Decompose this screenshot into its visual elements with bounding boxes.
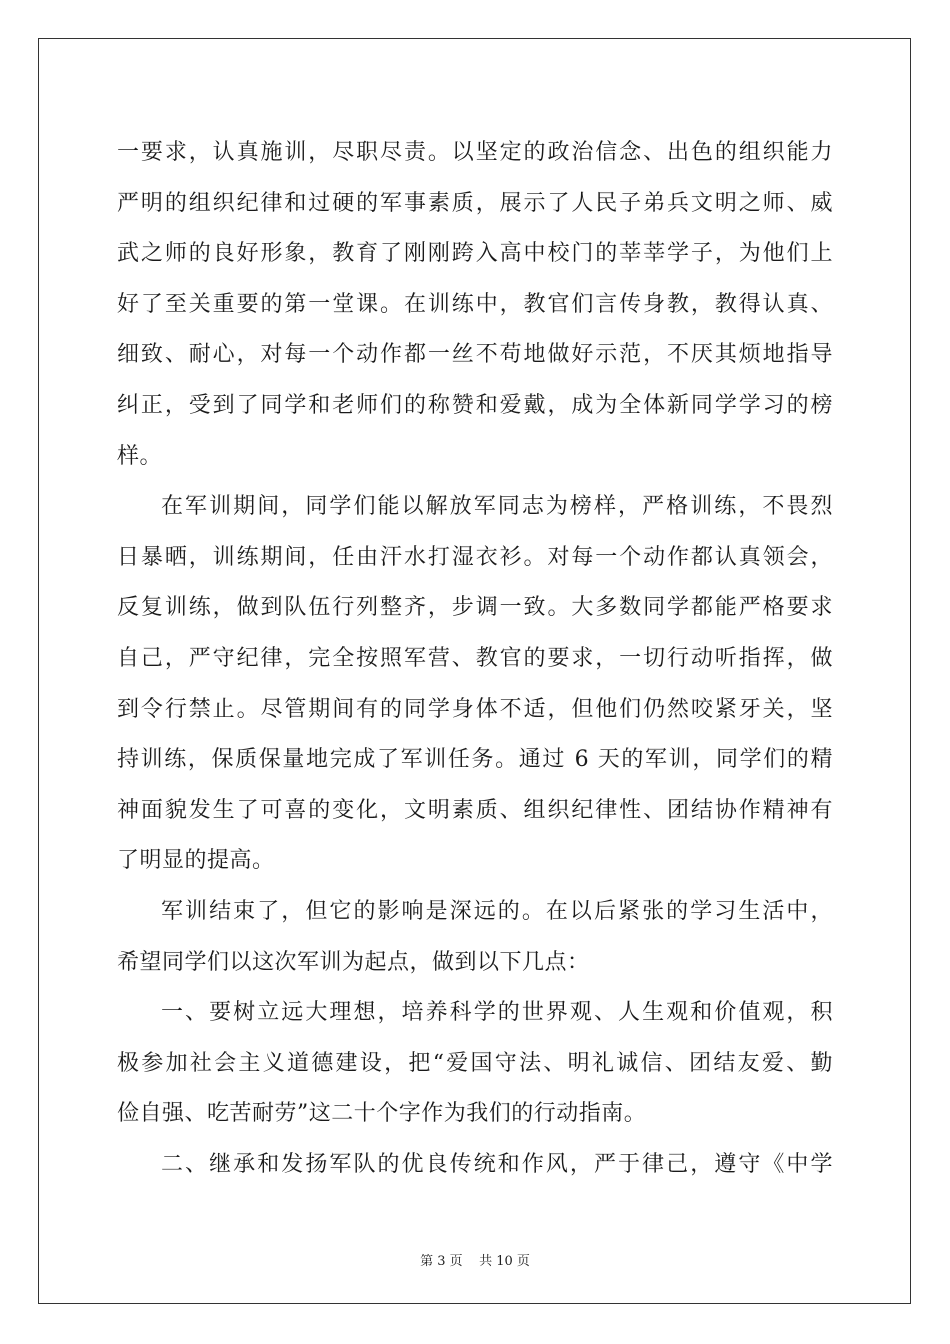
text-line: 样。 <box>117 443 163 469</box>
text-line: 武之师的良好形象，教育了刚刚跨入高中校门的莘莘学子，为他们上 <box>117 241 833 267</box>
text-line: 严明的组织纪律和过硬的军事素质，展示了人民子弟兵文明之师、威 <box>117 190 833 216</box>
text-line: 到令行禁止。尽管期间有的同学身体不适，但他们仍然咬紧牙关，坚 <box>117 696 833 722</box>
text-line: 好了至关重要的第一堂课。在训练中，教官们言传身教，教得认真、 <box>117 291 833 317</box>
text-line: 神面貌发生了可喜的变化，文明素质、组织纪律性、团结协作精神有 <box>117 797 833 823</box>
text-line: 反复训练，做到队伍行列整齐，步调一致。大多数同学都能严格要求 <box>117 595 833 621</box>
paragraph-start-line: 军训结束了，但它的影响是深远的。在以后紧张的学习生活中， <box>161 898 833 924</box>
text-line: 极参加社会主义道德建设，把“爱国守法、明礼诚信、团结友爱、勤 <box>117 1050 833 1076</box>
paragraph-start-line: 在军训期间，同学们能以解放军同志为榜样，严格训练，不畏烈 <box>161 494 833 520</box>
text-line: 细致、耐心，对每一个动作都一丝不苟地做好示范，不厌其烦地指导 <box>117 342 833 368</box>
paragraph-start-line: 二、继承和发扬军队的优良传统和作风，严于律己，遵守《中学 <box>161 1151 833 1177</box>
text-line: 俭自强、吃苦耐劳”这二十个字作为我们的行动指南。 <box>117 1101 647 1127</box>
paragraph-start-line: 一、要树立远大理想，培养科学的世界观、人生观和价值观，积 <box>161 1000 833 1026</box>
text-line: 希望同学们以这次军训为起点，做到以下几点： <box>117 949 590 975</box>
text-line: 持训练，保质保量地完成了军训任务。通过 6 天的军训，同学们的精 <box>117 747 833 773</box>
text-line: 一要求，认真施训，尽职尽责。以坚定的政治信念、出色的组织能力 <box>117 140 833 165</box>
text-line: 纠正，受到了同学和老师们的称赞和爱戴，成为全体新同学学习的榜 <box>117 392 833 418</box>
text-line: 自己，严守纪律，完全按照军营、教官的要求，一切行动听指挥，做 <box>117 645 833 671</box>
page-footer: 第 3 页 共 10 页 <box>420 1254 530 1269</box>
text-line: 日暴晒，训练期间，任由汗水打湿衣衫。对每一个动作都认真领会， <box>117 544 833 570</box>
text-line: 了明显的提高。 <box>117 848 275 874</box>
document-body <box>117 128 833 1190</box>
